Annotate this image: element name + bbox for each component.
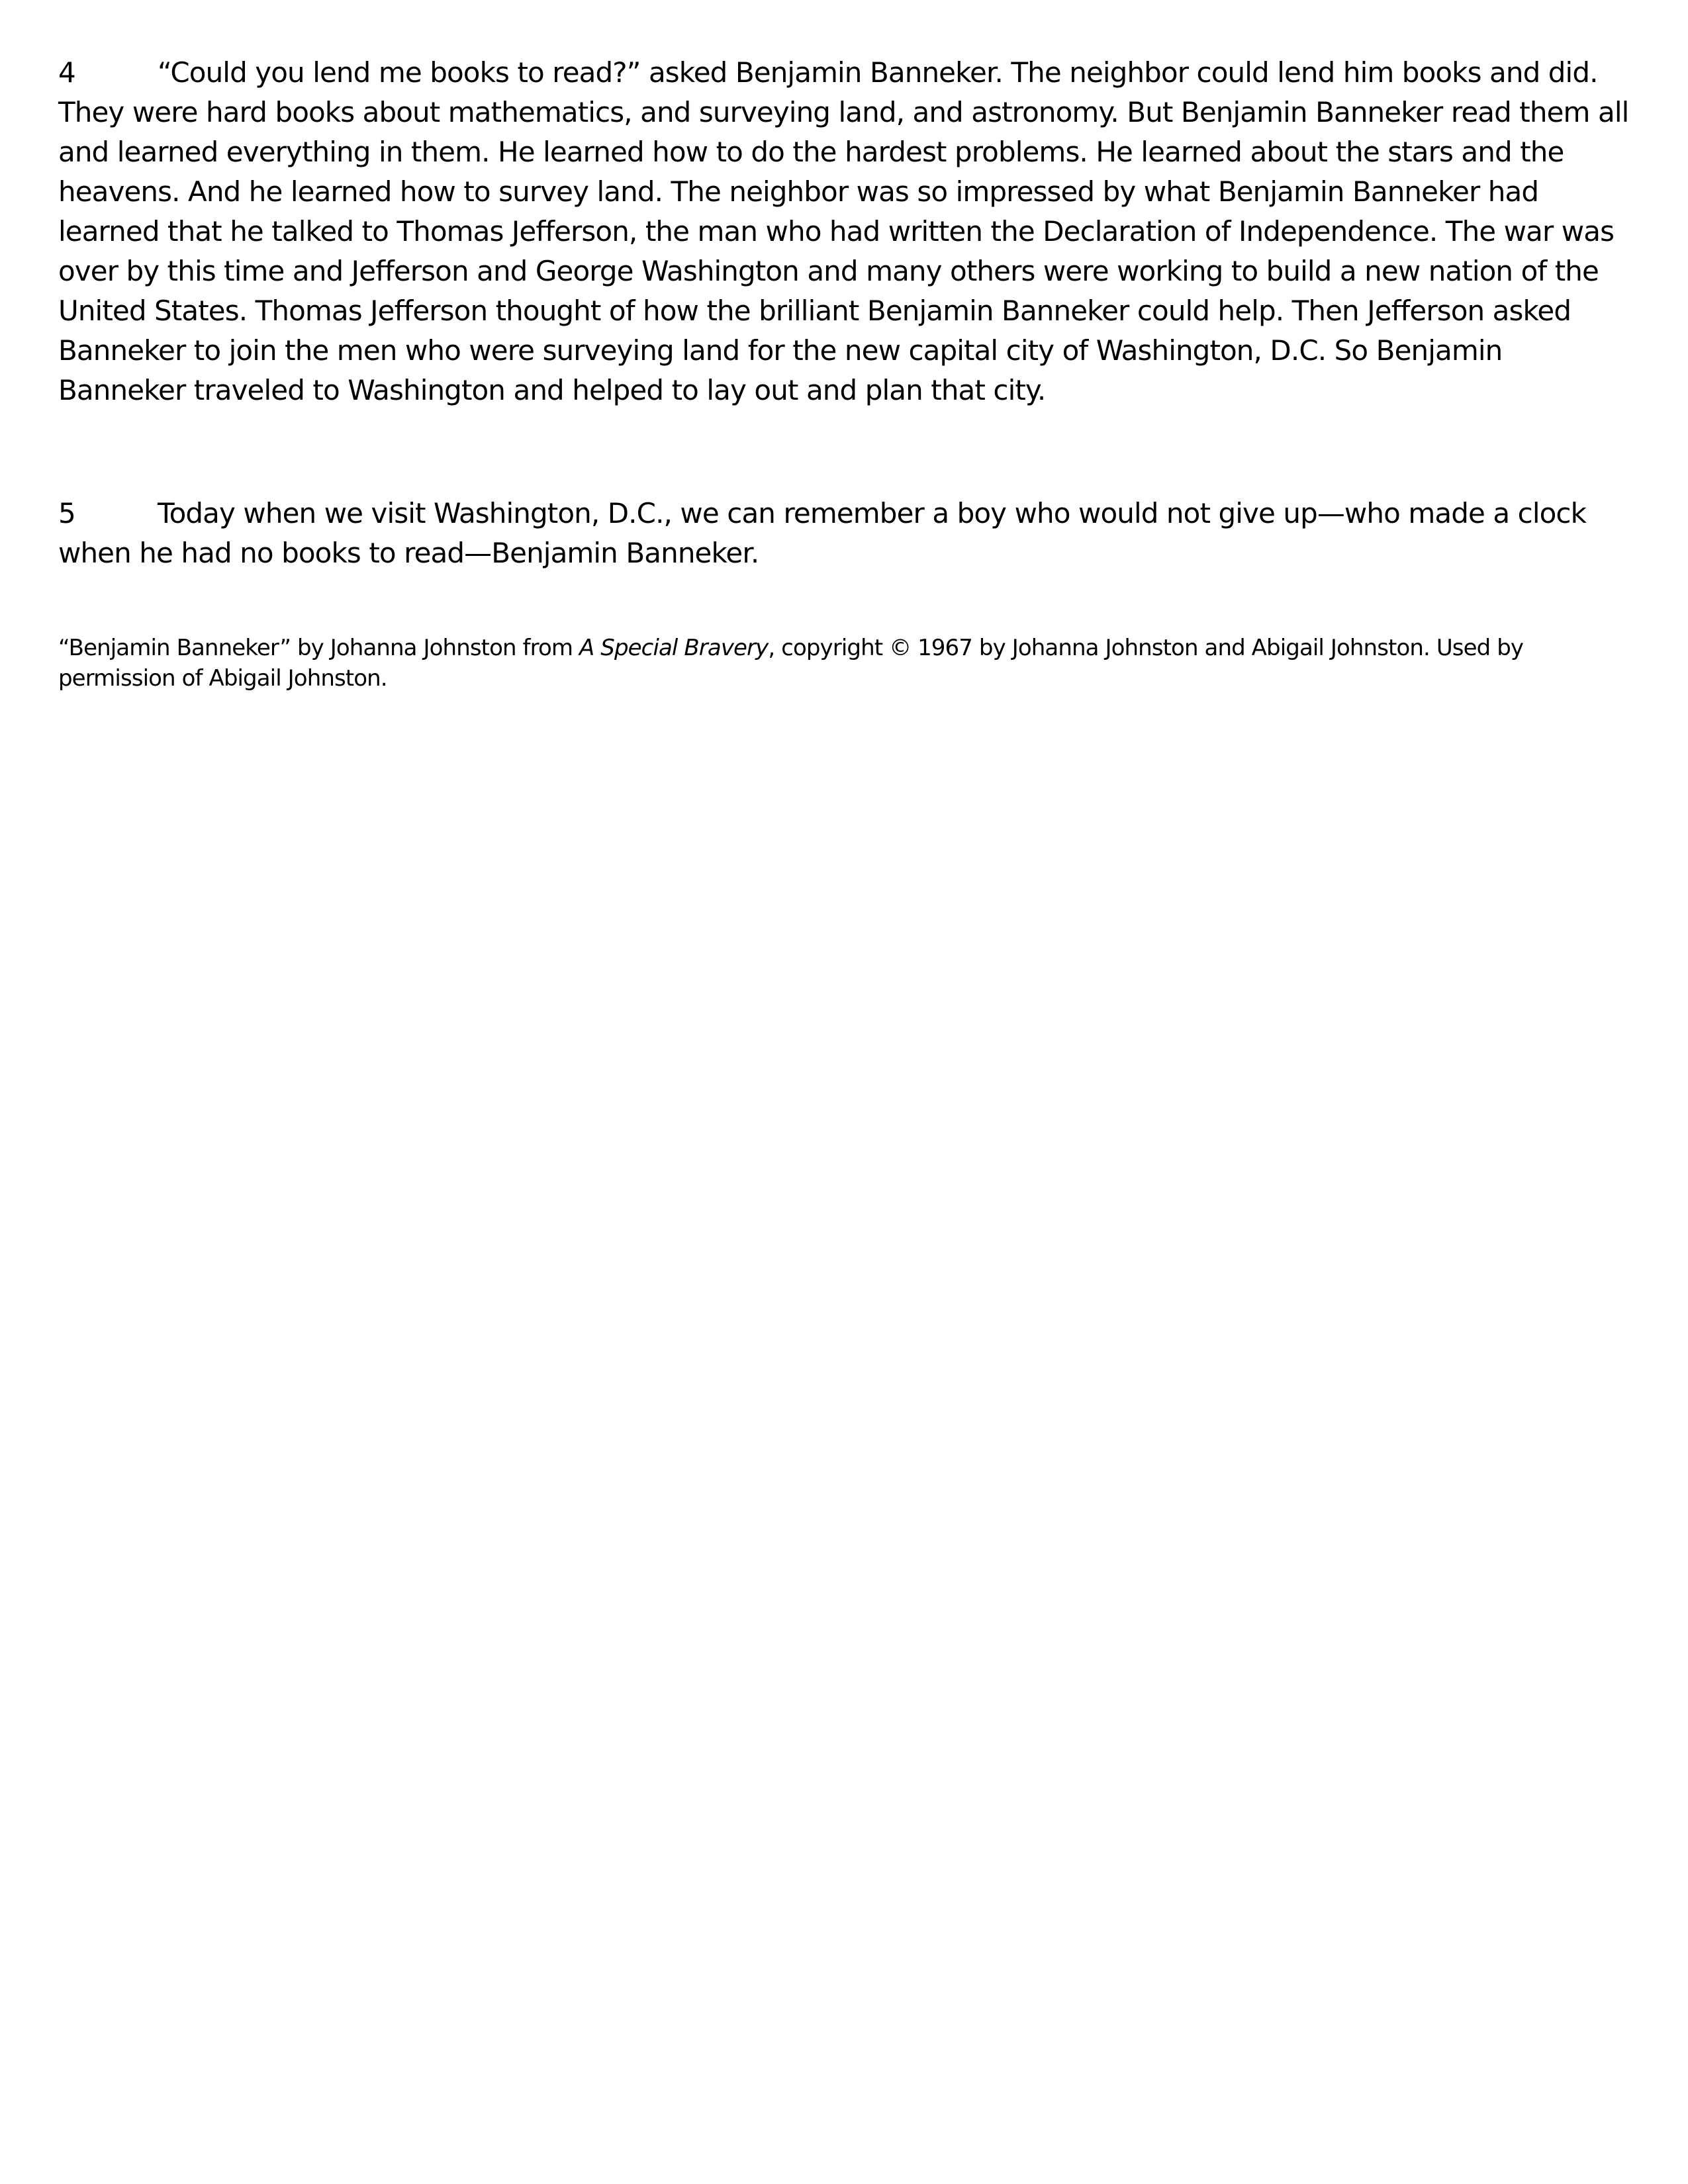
source-credit (58, 633, 1634, 694)
paragraph-5 (58, 494, 1634, 573)
paragraph-number: 5 (58, 497, 75, 529)
paragraph-text: Today when we visit Washington, D.C., we can remember a boy who would not give up—who made a clock when he had no books to read—Benjamin Banneker. (58, 497, 1587, 569)
paragraph-4 (58, 53, 1634, 410)
paragraph-text: “Could you lend me books to read?” asked Benjamin Banneker. The neighbor could lend him books and did. They were hard books about mathematics, and surveying land, and astronomy. But Benjamin Banneker read them all and learned everything in them. He learned how to do the hardest problems. He learned about the stars and the heavens. And he learned how to survey land. The neighbor was so impressed by what Benjamin Banneker had learned that he talked to Thomas Jefferson, the man who had written the Declaration of Independence. The war was over by this time and Jefferson and George Washington and many others were working to build a new nation of the United States. Thomas Jefferson thought of how the brilliant Benjamin Banneker could help. Then Jefferson asked Banneker to join the men who were surveying land for the new capital city of Washington, D.C. So Benjamin Banneker traveled to Washington and helped to lay out and plan that city. (58, 56, 1629, 406)
paragraph-number: 4 (58, 56, 75, 89)
book-title: A Special Bravery (579, 635, 769, 661)
credit-text-before: “Benjamin Banneker” by Johanna Johnston from (58, 635, 579, 661)
credit-text-after: , copyright © 1967 by Johanna Johnston and Abigail Johnston. Used by permission of Abigail Johnston. (58, 635, 1524, 692)
document-page (58, 53, 1634, 716)
